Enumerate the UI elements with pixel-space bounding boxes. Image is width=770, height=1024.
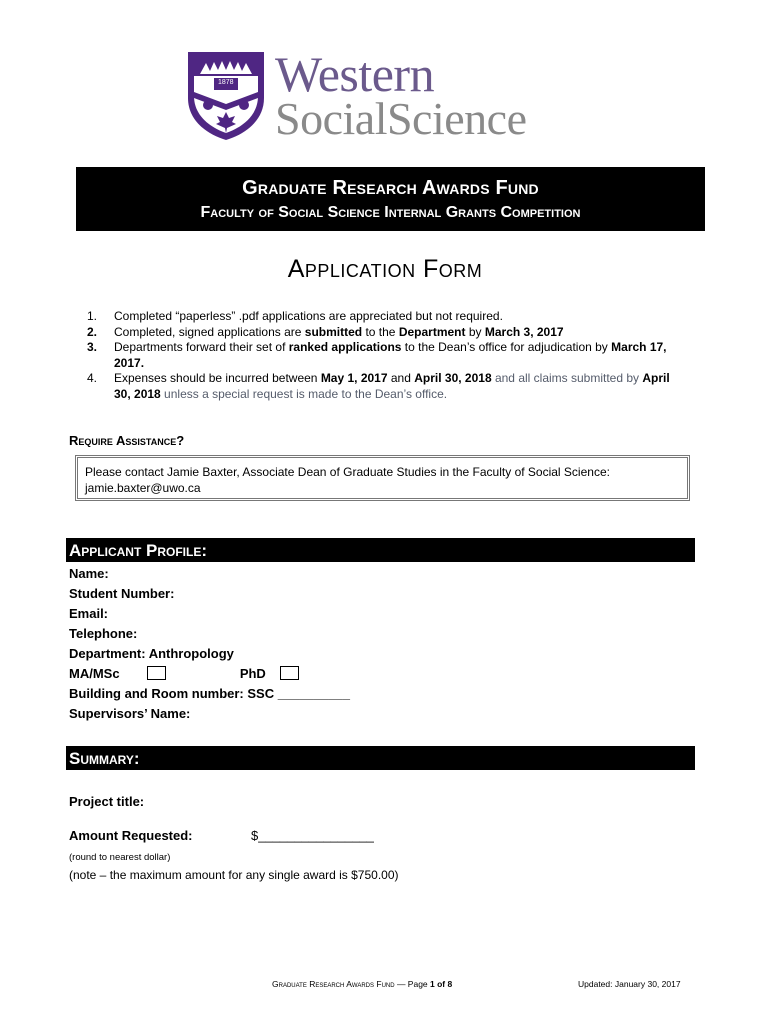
instruction-emphasis: April 30, 2018 — [414, 371, 492, 385]
instruction-fragment: and — [387, 371, 415, 385]
instruction-fragment: by — [465, 324, 485, 339]
form-title: Application Form — [287, 255, 483, 283]
section-summary: Summary: — [66, 746, 695, 770]
instruction-fragment: Departments forward their set of — [114, 340, 289, 354]
name-label: Name: — [69, 566, 109, 581]
instruction-fragment: Completed, signed applications are — [114, 324, 305, 339]
instruction-fragment: Completed “paperless” .pdf applications are appreciated but not required. — [114, 309, 503, 323]
department-label: Department: Anthropology — [69, 646, 234, 661]
instruction-text — [114, 325, 680, 341]
degree-row — [69, 666, 299, 681]
telephone-label: Telephone: — [69, 626, 138, 641]
instruction-text — [114, 371, 680, 402]
footer-page-prefix: — Page — [394, 979, 431, 989]
building-label: Building and Room number: SSC __________ — [69, 686, 351, 701]
shield-year: 1878 — [218, 79, 234, 86]
instruction-emphasis: March 17, 2017. — [114, 340, 667, 370]
footer-page-info — [272, 979, 452, 989]
footer-title: Graduate Research Awards Fund — [272, 979, 395, 989]
amount-requested-label: Amount Requested: — [69, 828, 193, 843]
assistance-heading: Require Assistance? — [69, 433, 185, 448]
phd-checkbox[interactable] — [280, 666, 299, 680]
assistance-text: Please contact Jamie Baxter, Associate Dean of Graduate Studies in the Faculty of Social Science: — [85, 465, 610, 479]
instruction-fragment: unless a special request is made to the Dean’s office. — [160, 386, 448, 401]
instruction-item — [80, 371, 680, 402]
logo-line-western: Western — [275, 46, 435, 102]
instruction-text — [114, 340, 680, 371]
footer-page-number: 1 of 8 — [430, 979, 453, 989]
logo-line-socialscience: SocialScience — [275, 93, 527, 144]
instruction-emphasis: ranked applications — [288, 340, 402, 354]
instruction-fragment: Expenses should be incurred between — [114, 371, 321, 385]
instruction-emphasis: March 3, 2017 — [484, 324, 564, 339]
email-label: Email: — [69, 606, 109, 621]
round-note: (round to nearest dollar) — [69, 852, 171, 863]
instruction-number: 3. — [87, 340, 98, 354]
header-title: Graduate Research Awards Fund — [242, 177, 539, 199]
assistance-box — [75, 455, 690, 501]
student-number-label: Student Number: — [69, 586, 175, 601]
instruction-fragment: to the Dean’s office for adjudication by — [401, 340, 612, 354]
instruction-emphasis: Department — [398, 324, 466, 339]
supervisor-label: Supervisors’ Name: — [69, 706, 191, 721]
project-title-label: Project title: — [69, 794, 145, 809]
instruction-number: 1. — [87, 309, 98, 323]
instruction-number: 2. — [87, 324, 98, 339]
instruction-fragment: to the — [362, 324, 399, 339]
header-subtitle: Faculty of Social Science Internal Grants Competition — [200, 204, 581, 221]
ma-checkbox[interactable] — [147, 666, 166, 680]
phd-label: PhD — [239, 666, 266, 681]
instruction-number: 4. — [87, 371, 98, 385]
instruction-text — [114, 309, 680, 325]
max-amount-note: (note – the maximum amount for any single award is $750.00) — [69, 868, 399, 882]
instruction-item — [80, 325, 680, 341]
instruction-emphasis: May 1, 2017 — [320, 371, 388, 385]
instruction-item — [80, 340, 680, 371]
instruction-fragment: and all claims submitted by — [491, 371, 643, 385]
header-band — [76, 167, 705, 231]
ma-label: MA/MSc — [69, 666, 120, 681]
instruction-emphasis: April 30, 2018 — [114, 371, 670, 401]
footer-updated: Updated: January 30, 2017 — [578, 979, 681, 989]
section-applicant-profile: Applicant Profile: — [66, 538, 695, 562]
instruction-item — [80, 309, 680, 325]
western-logo — [186, 50, 266, 142]
instruction-emphasis: submitted — [304, 324, 363, 339]
amount-requested-field[interactable]: $________________ — [251, 828, 374, 843]
instructions-list — [80, 309, 680, 402]
shield-icon — [186, 50, 266, 142]
assistance-email[interactable]: jamie.baxter@uwo.ca — [85, 480, 201, 495]
